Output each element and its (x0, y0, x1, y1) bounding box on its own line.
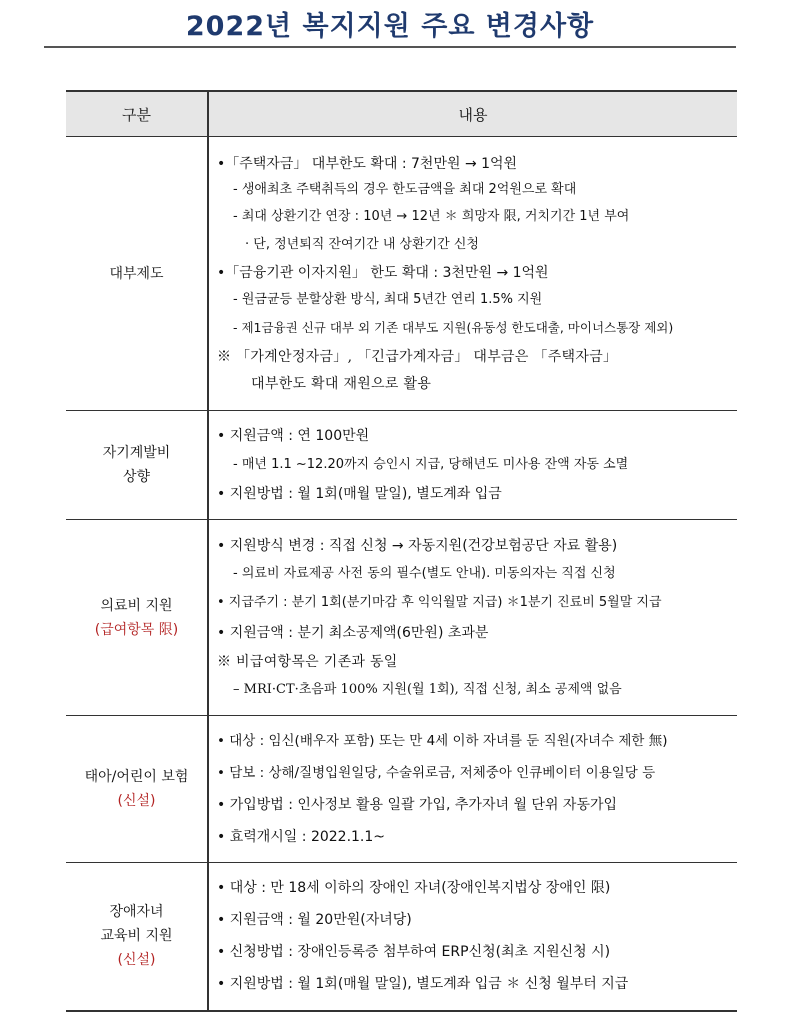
category-cell (66, 863, 208, 1011)
table-row-self-dev (66, 411, 737, 520)
content-cell (208, 863, 737, 1011)
category-label-2: 교육비 지원 (100, 928, 173, 945)
category-cell (66, 411, 208, 520)
content-cell (208, 716, 737, 863)
category-sub-label: (신설) (117, 793, 156, 809)
content-line: • 지원방법 : 월 1회(매월 말일), 별도계좌 입금 ＊ 신청 월부터 지급 (217, 976, 629, 993)
category-label-2: 상향 (122, 469, 151, 485)
content-line: • 담보 : 상해/질병입원일당, 수술위로금, 저체중아 인큐베이터 이용일당 등 (217, 765, 656, 781)
content-line: - 제1금융권 신규 대부 외 기존 대부도 지원(유동성 한도대출, 마이너스통장 제외) (233, 319, 674, 335)
content-line: •「금융기관 이자지원」 한도 확대 : 3천만원 → 1억원 (217, 264, 549, 281)
category-label: 자기계발비 (102, 445, 171, 461)
content-line: - 최대 상환기간 연장 : 10년 → 12년 ＊ 희망자 限, 거치기간 1년 부여 (233, 208, 630, 224)
content-line: - 원금균등 분할상환 방식, 최대 5년간 연리 1.5% 지원 (233, 291, 543, 307)
content-line: - 매년 1.1 ~12.20까지 승인시 지급, 당해년도 미사용 잔액 자동 소멸 (233, 457, 629, 472)
content-line: 대부한도 확대 재원으로 활용 (251, 375, 432, 392)
content-line: ※ 비급여항목은 기존과 동일 (217, 653, 398, 670)
category-cell (66, 716, 208, 863)
header-category: 구분 (66, 91, 208, 137)
content-line: • 가입방법 : 인사정보 활용 일괄 가입, 추가자녀 월 단위 자동가입 (217, 797, 618, 813)
content-line: • 지원금액 : 분기 최소공제액(6만원) 초과분 (217, 624, 489, 641)
content-line: - 의료비 자료제공 사전 동의 필수(별도 안내). 미동의자는 직접 신청 (233, 565, 616, 581)
content-line: ※ 「가계안정자금」, 「긴급가계자금」 대부금은 「주택자금」 (217, 348, 618, 365)
category-label: 장애자녀 (109, 904, 164, 921)
content-line: • 지원방법 : 월 1회(매월 말일), 별도계좌 입금 (217, 486, 502, 502)
category-label: 의료비 지원 (100, 597, 173, 614)
content-line: •「주택자금」 대부한도 확대 : 7천만원 → 1억원 (217, 155, 518, 172)
category-cell (66, 137, 208, 411)
category-label: 태아/어린이 보험 (84, 769, 189, 785)
table-row-medical (66, 520, 737, 716)
content-line: • 지원방식 변경 : 직접 신청 → 자동지원(건강보험공단 자료 활용) (217, 537, 618, 554)
category-cell (66, 520, 208, 716)
content-line: • 효력개시일 : 2022.1.1~ (217, 829, 386, 845)
content-cell (208, 137, 737, 411)
content-line: – MRI·CT·초음파 100% 지원(월 1회), 직접 신청, 최소 공제액 없음 (233, 681, 622, 697)
table-header-row (66, 91, 737, 137)
category-label: 대부제도 (109, 265, 164, 282)
title-bar (44, 0, 736, 48)
content-cell (208, 411, 737, 520)
table-row-loan (66, 137, 737, 411)
content-line: • 대상 : 만 18세 이하의 장애인 자녀(장애인복지법상 장애인 限) (217, 880, 611, 897)
content-line: • 지원금액 : 연 100만원 (217, 428, 370, 444)
category-sub-label: (급여항목 限) (94, 621, 179, 638)
content-line: • 지급주기 : 분기 1회(분기마감 후 익익월말 지급) ＊1분기 진료비 5월말 지급 (217, 594, 662, 610)
content-line: • 신청방법 : 장애인등록증 첨부하여 ERP신청(최초 지원신청 시) (217, 944, 611, 961)
table-row-disabled-child (66, 863, 737, 1011)
content-cell (208, 520, 737, 716)
page-title: 2022년 복지지원 주요 변경사항 (185, 11, 595, 42)
content-line: · 단, 정년퇴직 잔여기간 내 상환기간 신청 (245, 236, 479, 252)
content-line: - 생애최초 주택취득의 경우 한도금액을 최대 2억원으로 확대 (233, 181, 577, 197)
changes-table (66, 90, 737, 1012)
header-content: 내용 (208, 91, 737, 137)
content-line: • 대상 : 임신(배우자 포함) 또는 만 4세 이하 자녀를 둔 직원(자녀수 제한 無) (217, 733, 668, 749)
table-row-insurance (66, 716, 737, 863)
content-line: • 지원금액 : 월 20만원(자녀당) (217, 912, 412, 929)
category-sub-label: (신설) (117, 952, 156, 969)
